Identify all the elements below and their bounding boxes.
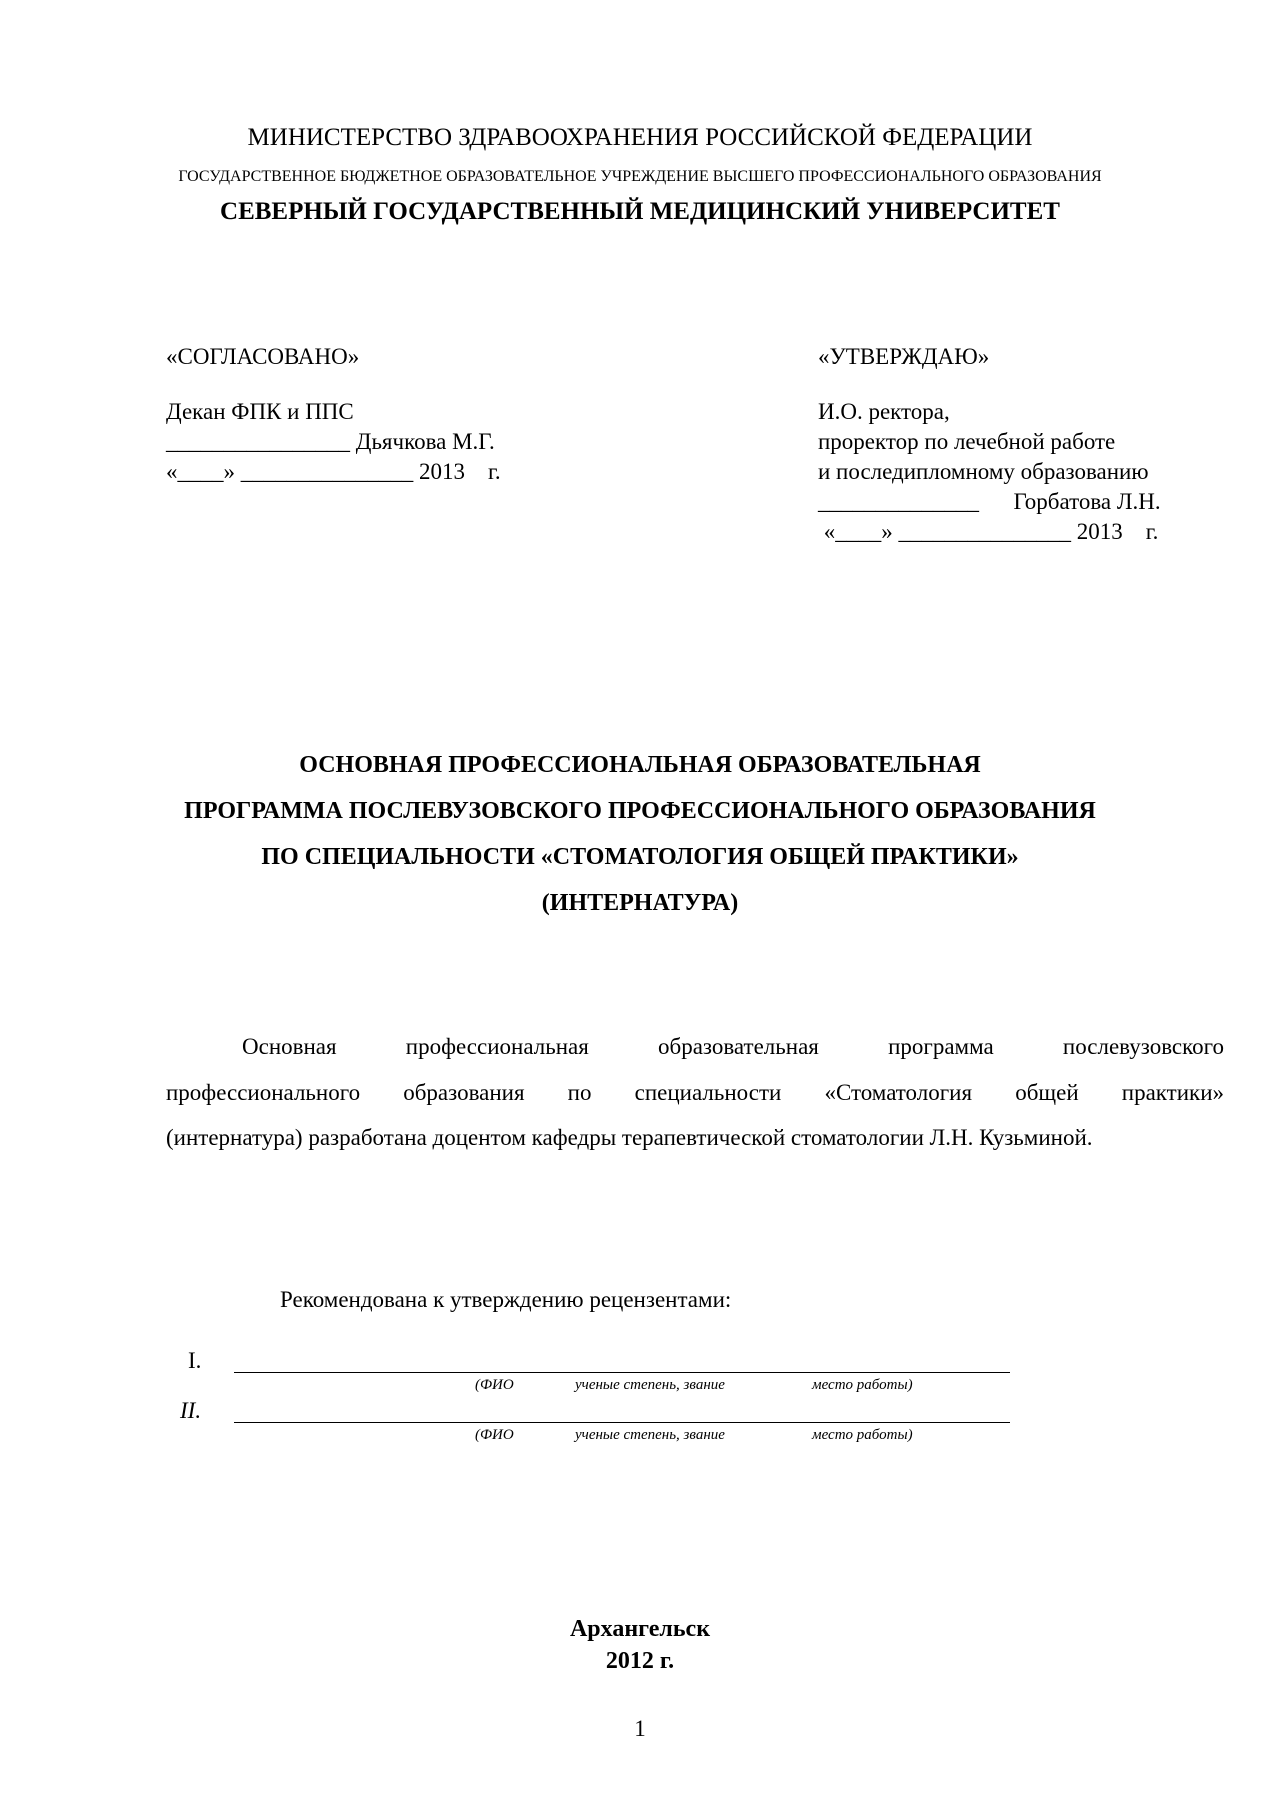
approved-signature-line: ______________ Горбатова Л.Н. <box>818 489 1161 514</box>
program-title-line-3: ПО СПЕЦИАЛЬНОСТИ «СТОМАТОЛОГИЯ ОБЩЕЙ ПРАКТИКИ» <box>261 844 1019 870</box>
reviewer-signature-line <box>234 1372 1010 1373</box>
description-line-2: профессионального образования по специальности «Стоматология общей практики» <box>166 1079 1224 1105</box>
year: 2012 г. <box>605 1648 675 1674</box>
agreed-date-line: «____» _______________ 2013 г. <box>166 459 501 484</box>
approved-position-3: и последипломному образованию <box>818 459 1149 484</box>
description-line-1: Основная профессиональная образовательная программа послевузовского <box>242 1034 1224 1059</box>
program-title-line-2: ПРОГРАММА ПОСЛЕВУЗОВСКОГО ПРОФЕССИОНАЛЬНОГО ОБРАЗОВАНИЯ <box>184 798 1096 824</box>
ministry-heading: МИНИСТЕРСТВО ЗДРАВООХРАНЕНИЯ РОССИЙСКОЙ ФЕДЕРАЦИИ <box>247 124 1033 151</box>
program-title-line-1: ОСНОВНАЯ ПРОФЕССИОНАЛЬНАЯ ОБРАЗОВАТЕЛЬНАЯ <box>299 752 981 778</box>
reviewers-heading: Рекомендована к утверждению рецензентами: <box>280 1287 732 1312</box>
page-number: 1 <box>634 1716 646 1741</box>
city: Архангельск <box>569 1616 711 1642</box>
caption-workplace: место работы) <box>812 1427 913 1443</box>
approved-label: «УТВЕРЖДАЮ» <box>818 344 990 369</box>
description-line-3: (интернатура) разработана доцентом кафедры терапевтической стоматологии Л.Н. Кузьминой. <box>166 1125 1093 1150</box>
description-paragraph <box>166 1024 1224 1161</box>
caption-workplace: место работы) <box>812 1377 913 1393</box>
caption-degree: ученые степень, звание <box>575 1427 725 1443</box>
university-heading: СЕВЕРНЫЙ ГОСУДАРСТВЕННЫЙ МЕДИЦИНСКИЙ УНИВЕРСИТЕТ <box>220 198 1060 225</box>
agreed-position: Декан ФПК и ППС <box>166 399 354 424</box>
reviewer-signature-line <box>234 1422 1010 1423</box>
approved-date-line: «____» _______________ 2013 г. <box>818 519 1159 544</box>
program-title-line-4: (ИНТЕРНАТУРА) <box>541 890 739 916</box>
agreed-label: «СОГЛАСОВАНО» <box>166 344 360 369</box>
approved-position-1: И.О. ректора, <box>818 399 950 424</box>
institution-type-heading: ГОСУДАРСТВЕННОЕ БЮДЖЕТНОЕ ОБРАЗОВАТЕЛЬНОЕ УЧРЕЖДЕНИЕ ВЫСШЕГО ПРОФЕССИОНАЛЬНОГО ОБРАЗОВАНИЯ <box>178 168 1102 185</box>
caption-fio: (ФИО <box>475 1427 514 1443</box>
caption-degree: ученые степень, звание <box>575 1377 725 1393</box>
approved-position-2: проректор по лечебной работе <box>818 429 1116 454</box>
reviewer-number: II. <box>180 1398 202 1423</box>
agreed-signature-line: ________________ Дьячкова М.Г. <box>166 429 495 454</box>
caption-fio: (ФИО <box>475 1377 514 1393</box>
reviewer-number: I. <box>188 1348 202 1373</box>
